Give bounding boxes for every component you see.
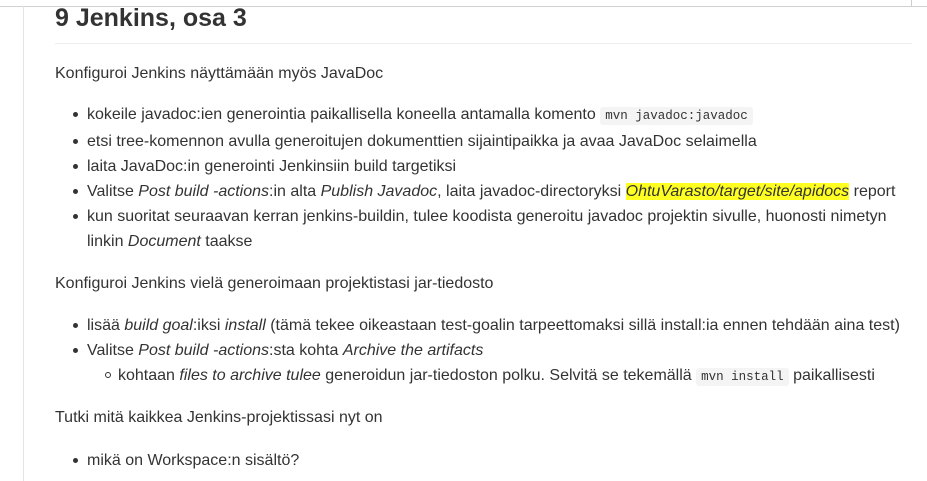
- item-text: , laita javadoc-directoryksi: [437, 183, 626, 200]
- list-item: [55, 338, 900, 363]
- item-text: Valitse: [87, 183, 139, 200]
- item-text: linkin: [87, 233, 128, 250]
- list-item: [55, 313, 900, 338]
- list-item: [55, 204, 895, 254]
- list-item: [55, 179, 895, 204]
- item-emphasis: Publish Javadoc: [320, 183, 438, 200]
- top-right-mark: [911, 0, 912, 6]
- section1-list: [55, 102, 895, 254]
- section2-intro: Konfiguroi Jenkins vielä generoimaan projektistasi jar-tiedosto: [55, 275, 494, 292]
- code-snippet: mvn install: [696, 368, 789, 386]
- section3-list: [55, 448, 299, 473]
- item-emphasis: Archive the artifacts: [342, 342, 484, 359]
- item-emphasis: install: [224, 317, 266, 334]
- section3-intro: Tutki mitä kaikkea Jenkins-projektissasi nyt on: [55, 409, 383, 426]
- item-text: :iksi: [192, 317, 225, 334]
- item-emphasis: Post build -actions: [138, 342, 270, 359]
- item-text: lisää: [87, 317, 125, 334]
- list-item: [55, 102, 895, 129]
- item-text: (tämä tekee oikeastaan test-goalin tarpeettomaksi sillä install:ia ennen tehdään aina test): [265, 317, 900, 334]
- item-text: paikallisesti: [788, 367, 875, 384]
- item-emphasis: files to archive tulee: [179, 367, 321, 384]
- item-text: generoidun jar-tiedoston polku. Selvitä se tekemällä: [320, 367, 697, 384]
- section2-list: [55, 313, 900, 390]
- item-emphasis: Post build -actions: [138, 183, 270, 200]
- item-text: report: [849, 183, 896, 200]
- item-text: kokeile javadoc:ien generointia paikallisella koneella antamalla komento: [87, 106, 601, 123]
- list-item: [55, 448, 299, 473]
- heading-divider: [55, 43, 912, 44]
- item-emphasis: Document: [127, 233, 201, 250]
- item-text: :sta kohta: [269, 342, 343, 359]
- code-snippet: mvn javadoc:javadoc: [600, 107, 753, 125]
- highlighted-path: OhtuVarasto/target/site/apidocs: [625, 183, 850, 200]
- item-text: etsi tree-komennon avulla generoitujen dokumenttien sijaintipaikka ja avaa JavaDoc selaimella: [87, 133, 757, 150]
- item-emphasis: build goal: [124, 317, 193, 334]
- left-margin-rule: [23, 6, 24, 481]
- list-item: [55, 129, 895, 154]
- item-text: :in alta: [269, 183, 321, 200]
- section-heading: 9 Jenkins, osa 3: [55, 4, 247, 32]
- sub-list-item: [55, 363, 900, 390]
- item-text: kohtaan: [118, 367, 180, 384]
- section1-intro: Konfiguroi Jenkins näyttämään myös JavaDoc: [55, 65, 384, 82]
- list-item: [55, 154, 895, 179]
- item-text: laita JavaDoc:in generointi Jenkinsiin build targetiksi: [87, 158, 457, 175]
- item-text: Valitse: [87, 342, 139, 359]
- item-text: mikä on Workspace:n sisältö?: [87, 452, 300, 469]
- item-text: kun suoritat seuraavan kerran jenkins-buildin, tulee koodista generoitu javadoc projektin sivulle, huonosti nimetyn: [87, 208, 887, 225]
- item-text: taakse: [200, 233, 253, 250]
